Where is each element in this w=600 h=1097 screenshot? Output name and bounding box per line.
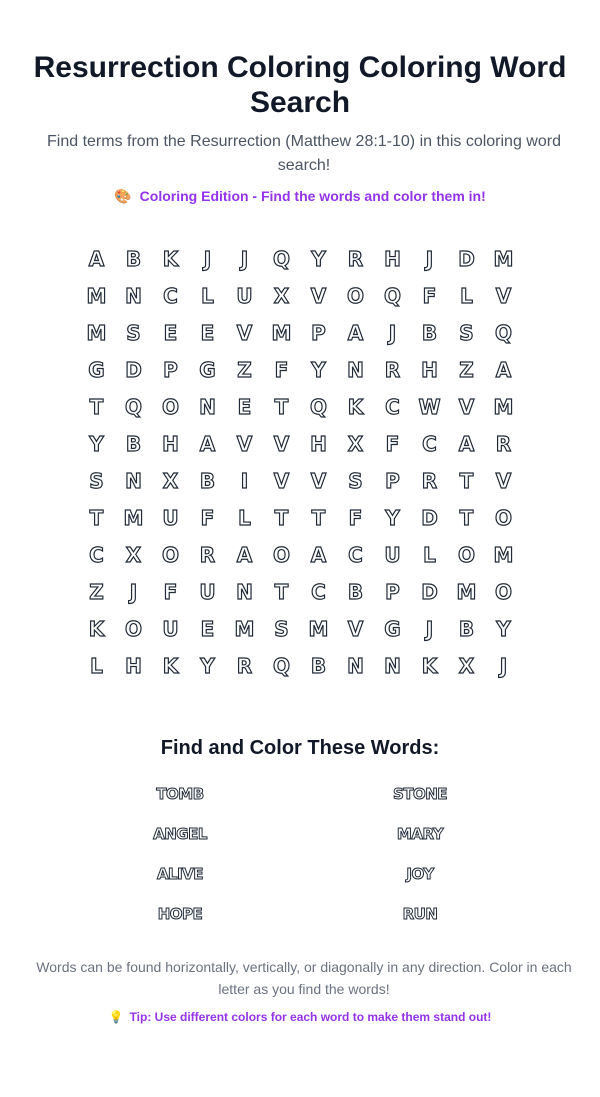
grid-letter[interactable]: Z [89,579,104,604]
grid-letter[interactable]: M [271,320,292,345]
word-list-item: STONE [392,785,448,803]
grid-letter[interactable]: R [384,357,401,382]
grid-letter[interactable]: Y [311,246,326,271]
grid-letter[interactable]: F [200,505,215,530]
grid-letter[interactable]: A [495,357,512,382]
grid-letter[interactable]: D [421,579,438,604]
grid-letter[interactable]: V [236,431,253,456]
grid-letter[interactable]: A [310,542,327,567]
grid-letter[interactable]: N [347,653,364,678]
grid-letter[interactable]: U [162,505,179,530]
grid-letter[interactable]: M [86,320,107,345]
grid-letter[interactable]: F [274,357,289,382]
grid-letter[interactable]: L [423,542,436,567]
grid-letter[interactable]: Q [124,394,142,419]
letter-grid [78,240,522,684]
grid-letter[interactable]: B [199,468,216,493]
grid-letter[interactable]: O [272,542,290,567]
grid-letter[interactable]: K [162,653,179,678]
grid-letter[interactable]: C [311,579,326,604]
grid-letter[interactable]: T [311,505,326,530]
grid-letter[interactable]: O [457,542,475,567]
grid-letter[interactable]: Y [311,357,326,382]
grid-letter[interactable]: V [273,468,290,493]
grid-letter[interactable]: G [88,357,105,382]
grid-letter[interactable]: U [384,542,401,567]
grid-letter[interactable]: T [274,579,289,604]
word-search-page [0,50,600,1097]
grid-letter[interactable]: B [125,431,142,456]
grid-letter[interactable]: R [421,468,438,493]
grid-letter[interactable]: H [421,357,438,382]
grid-letter[interactable]: U [199,579,216,604]
grid-letter[interactable]: T [89,394,104,419]
grid-letter[interactable]: V [236,320,253,345]
grid-letter[interactable]: C [163,283,178,308]
grid-letter[interactable]: F [163,579,178,604]
grid-letter[interactable]: X [347,431,364,456]
grid-letter[interactable]: L [201,283,214,308]
grid-letter[interactable]: N [384,653,401,678]
grid-letter[interactable]: N [347,357,364,382]
grid-letter[interactable]: W [418,394,441,419]
grid-letter[interactable]: Q [272,246,290,271]
word-list-item: RUN [402,905,438,923]
grid-letter[interactable]: N [199,394,216,419]
grid-letter[interactable]: O [161,394,179,419]
grid-letter[interactable]: V [495,283,512,308]
palette-icon: 🎨 [114,188,132,204]
grid-letter[interactable]: F [348,505,363,530]
grid-letter[interactable]: S [348,468,363,493]
grid-letter[interactable]: R [236,653,253,678]
grid-letter[interactable]: X [162,468,179,493]
grid-letter[interactable]: J [203,246,212,271]
grid-letter[interactable]: K [88,616,105,641]
grid-letter[interactable]: Y [385,505,400,530]
grid-letter[interactable]: X [125,542,142,567]
grid-letter[interactable]: A [199,431,216,456]
grid-letter[interactable]: Q [272,653,290,678]
grid-letter[interactable]: H [125,653,142,678]
grid-letter[interactable]: V [310,468,327,493]
grid-letter[interactable]: S [274,616,289,641]
grid-letter[interactable]: P [163,357,178,382]
grid-letter[interactable]: Z [459,357,474,382]
grid-letter[interactable]: K [421,653,438,678]
grid-letter[interactable]: H [384,246,401,271]
word-list-item: TOMB [156,785,204,803]
grid-letter[interactable]: R [199,542,216,567]
grid-letter[interactable]: Z [237,357,252,382]
grid-letter[interactable]: T [274,394,289,419]
grid-letter[interactable]: O [494,579,512,604]
grid-letter[interactable]: V [347,616,364,641]
grid-letter[interactable]: M [493,394,514,419]
grid-letter[interactable]: X [273,283,290,308]
grid-letter[interactable]: C [385,394,400,419]
grid-letter[interactable]: I [240,468,249,493]
grid-letter[interactable]: O [161,542,179,567]
grid-letter[interactable]: B [310,653,327,678]
grid-letter[interactable]: L [90,653,103,678]
grid-letter[interactable]: A [236,542,253,567]
grid-letter[interactable]: R [347,246,364,271]
instructions-text: Words can be found horizontally, vertically, or diagonally in any direction. Color in each letter as you find the words! [36,959,572,997]
grid-letter[interactable]: F [422,283,437,308]
grid-letter[interactable]: E [200,616,215,641]
grid-letter[interactable]: O [494,505,512,530]
grid-letter[interactable]: S [126,320,141,345]
grid-letter[interactable]: B [347,579,364,604]
grid-letter[interactable]: O [346,283,364,308]
grid-letter[interactable]: V [273,431,290,456]
grid-letter[interactable]: E [163,320,178,345]
page-title: Resurrection Coloring Coloring Word Search [33,51,567,119]
grid-letter[interactable]: J [499,653,508,678]
grid-letter[interactable]: K [162,246,179,271]
grid-letter[interactable]: U [162,616,179,641]
grid-letter[interactable]: A [88,246,105,271]
grid-letter[interactable]: U [236,283,253,308]
grid-letter[interactable]: T [89,505,104,530]
grid-letter[interactable]: M [123,505,144,530]
grid-letter[interactable]: J [388,320,397,345]
grid-letter[interactable]: V [310,283,327,308]
grid-letter[interactable]: D [125,357,142,382]
grid-letter[interactable]: J [129,579,138,604]
grid-letter[interactable]: N [125,283,142,308]
grid-letter[interactable]: V [495,468,512,493]
grid-letter[interactable]: P [385,579,400,604]
grid-letter[interactable]: C [89,542,104,567]
grid-letter[interactable]: F [385,431,400,456]
grid-letter[interactable]: N [236,579,253,604]
grid-letter[interactable]: C [348,542,363,567]
grid-letter[interactable]: K [347,394,364,419]
grid-letter[interactable]: M [234,616,255,641]
grid-letter[interactable]: M [456,579,477,604]
word-list [60,784,540,924]
grid-letter[interactable]: J [425,616,434,641]
grid-letter[interactable]: V [458,394,475,419]
word-list-item: ALIVE [156,865,204,883]
grid-letter[interactable]: S [89,468,104,493]
grid-letter[interactable]: P [385,468,400,493]
edition-text: Coloring Edition - Find the words and color them in! [139,188,486,204]
grid-letter[interactable]: S [459,320,474,345]
grid-letter[interactable]: N [125,468,142,493]
grid-letter[interactable]: T [459,468,474,493]
grid-letter[interactable]: D [458,246,475,271]
grid-letter[interactable]: B [421,320,438,345]
grid-letter[interactable]: T [459,505,474,530]
grid-letter[interactable]: G [199,357,216,382]
grid-letter[interactable]: E [237,394,252,419]
grid-letter[interactable]: G [384,616,401,641]
word-list-item: HOPE [157,905,203,923]
grid-letter[interactable]: L [460,283,473,308]
grid-letter[interactable]: Y [496,616,511,641]
grid-letter[interactable]: O [124,616,142,641]
word-list-item: ANGEL [153,825,207,843]
page-subtitle: Find terms from the Resurrection (Matthew 28:1-10) in this coloring word search! [47,133,561,174]
grid-letter[interactable]: J [240,246,249,271]
grid-letter[interactable]: Y [89,431,104,456]
grid-letter[interactable]: Q [494,320,512,345]
edition-banner [24,186,576,206]
grid-letter[interactable]: M [493,542,514,567]
grid-letter[interactable]: Y [200,653,215,678]
grid-letter[interactable]: M [493,246,514,271]
tip-banner [24,1008,576,1026]
grid-letter[interactable]: H [162,431,179,456]
tip-text: Tip: Use different colors for each word to make them stand out! [129,1010,492,1024]
grid-letter[interactable]: Q [383,283,401,308]
grid-letter[interactable]: R [495,431,512,456]
grid-letter[interactable]: A [347,320,364,345]
grid-letter[interactable]: E [200,320,215,345]
grid-letter[interactable]: Q [309,394,327,419]
grid-letter[interactable]: A [458,431,475,456]
grid-letter[interactable]: T [274,505,289,530]
grid-letter[interactable]: C [422,431,437,456]
grid-letter[interactable]: D [421,505,438,530]
grid-letter[interactable]: L [238,505,251,530]
lightbulb-icon: 💡 [108,1010,124,1024]
grid-letter[interactable]: P [311,320,326,345]
grid-letter[interactable]: X [458,653,475,678]
grid-letter[interactable]: M [308,616,329,641]
grid-letter[interactable]: H [310,431,327,456]
word-list-item: JOY [406,865,434,883]
grid-letter[interactable]: B [125,246,142,271]
word-list-item: MARY [396,825,444,843]
grid-letter[interactable]: M [86,283,107,308]
grid-letter[interactable]: B [458,616,475,641]
grid-letter[interactable]: J [425,246,434,271]
word-list-title: Find and Color These Words: [160,737,440,759]
